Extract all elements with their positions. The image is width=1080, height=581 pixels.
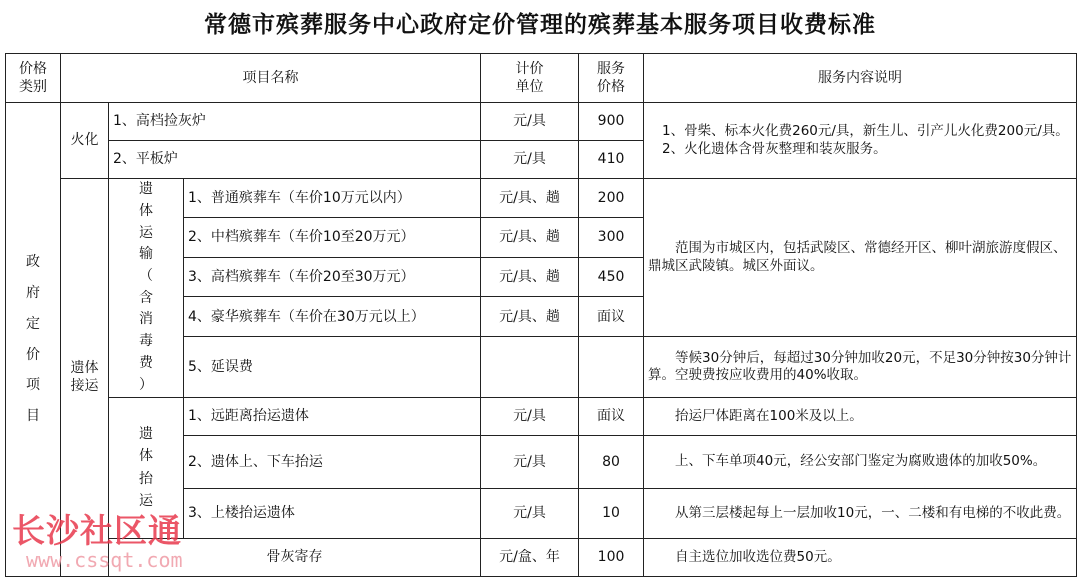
desc-delay: 等候30分钟后，每超过30分钟加收20元，不足30分钟按30分钟计算。空驶费按应收费用的40%收取。 bbox=[644, 337, 1077, 397]
item-name: 1、远距离抬运遗体 bbox=[184, 397, 481, 435]
watermark-logo: 长沙社区通 bbox=[12, 511, 182, 550]
item-price: 450 bbox=[579, 258, 644, 297]
header-item: 项目名称 bbox=[61, 54, 481, 103]
header-desc: 服务内容说明 bbox=[644, 54, 1077, 103]
desc-stairs: 从第三层楼起每上一层加收10元，一、二楼和有电梯的不收此费。 bbox=[644, 489, 1077, 538]
item-unit: 元/具 bbox=[481, 103, 579, 140]
item-price: 10 bbox=[579, 489, 644, 538]
item-unit: 元/具、趟 bbox=[481, 297, 579, 337]
item-price: 面议 bbox=[579, 397, 644, 435]
item-name: 1、高档捡灰炉 bbox=[109, 103, 481, 140]
subgroup-vehicle: 遗 体 运 输 （ 含 消 毒 费 ） bbox=[109, 178, 184, 397]
item-name: 2、平板炉 bbox=[109, 140, 481, 178]
item-unit: 元/盒、年 bbox=[481, 538, 579, 576]
item-unit: 元/具、趟 bbox=[481, 217, 579, 257]
item-name: 5、延误费 bbox=[184, 337, 481, 397]
item-unit: 元/具 bbox=[481, 436, 579, 489]
group-cremation: 火化 bbox=[61, 103, 109, 178]
desc-onoff: 上、下车单项40元，经公安部门鉴定为腐败遗体的加收50%。 bbox=[644, 436, 1077, 489]
item-unit: 元/具 bbox=[481, 489, 579, 538]
page-title: 常德市殡葬服务中心政府定价管理的殡葬基本服务项目收费标准 bbox=[204, 11, 876, 38]
header-price: 服务 价格 bbox=[579, 54, 644, 103]
desc-vehicle: 范围为市城区内，包括武陵区、常德经开区、柳叶湖旅游度假区、鼎城区武陵镇。城区外面议。 bbox=[644, 178, 1077, 337]
item-price: 面议 bbox=[579, 297, 644, 337]
watermark-url: www.cssqt.com bbox=[26, 548, 183, 572]
item-name: 2、中档殡葬车（车价10至20万元） bbox=[184, 217, 481, 257]
item-unit: 元/具 bbox=[481, 397, 579, 435]
price-category: 政 府 定 价 项 目 bbox=[6, 103, 61, 577]
item-unit: 元/具、趟 bbox=[481, 258, 579, 297]
item-name: 3、上楼抬运遗体 bbox=[184, 489, 481, 538]
table-row bbox=[6, 178, 1077, 217]
item-name: 2、遗体上、下车抬运 bbox=[184, 436, 481, 489]
desc-far: 抬运尸体距离在100米及以上。 bbox=[644, 397, 1077, 435]
item-unit bbox=[481, 337, 579, 397]
item-name: 3、高档殡葬车（车价20至30万元） bbox=[184, 258, 481, 297]
item-name: 4、豪华殡葬车（车价在30万元以上） bbox=[184, 297, 481, 337]
item-price: 900 bbox=[579, 103, 644, 140]
item-price: 80 bbox=[579, 436, 644, 489]
item-price: 100 bbox=[579, 538, 644, 576]
fee-table bbox=[5, 53, 1077, 577]
item-price bbox=[579, 337, 644, 397]
item-price: 200 bbox=[579, 178, 644, 217]
table-row bbox=[6, 397, 1077, 435]
header-category: 价格 类别 bbox=[6, 54, 61, 103]
desc-cremation: 1、骨柴、标本火化费260元/具，新生儿、引产儿火化费200元/具。 2、火化遗体含骨灰整理和装灰服务。 bbox=[644, 103, 1077, 178]
desc-ash: 自主选位加收选位费50元。 bbox=[644, 538, 1077, 576]
item-price: 410 bbox=[579, 140, 644, 178]
table-row bbox=[6, 538, 1077, 576]
item-name: 骨灰寄存 bbox=[109, 538, 481, 576]
item-name: 1、普通殡葬车（车价10万元以内） bbox=[184, 178, 481, 217]
header-unit: 计价 单位 bbox=[481, 54, 579, 103]
header-row bbox=[6, 54, 1077, 103]
item-unit: 元/具、趟 bbox=[481, 178, 579, 217]
subgroup-carry: 遗 体 抬 运 bbox=[109, 397, 184, 538]
table-row bbox=[6, 103, 1077, 140]
item-price: 300 bbox=[579, 217, 644, 257]
group-transport: 遗体 接运 bbox=[61, 178, 109, 576]
item-unit: 元/具 bbox=[481, 140, 579, 178]
